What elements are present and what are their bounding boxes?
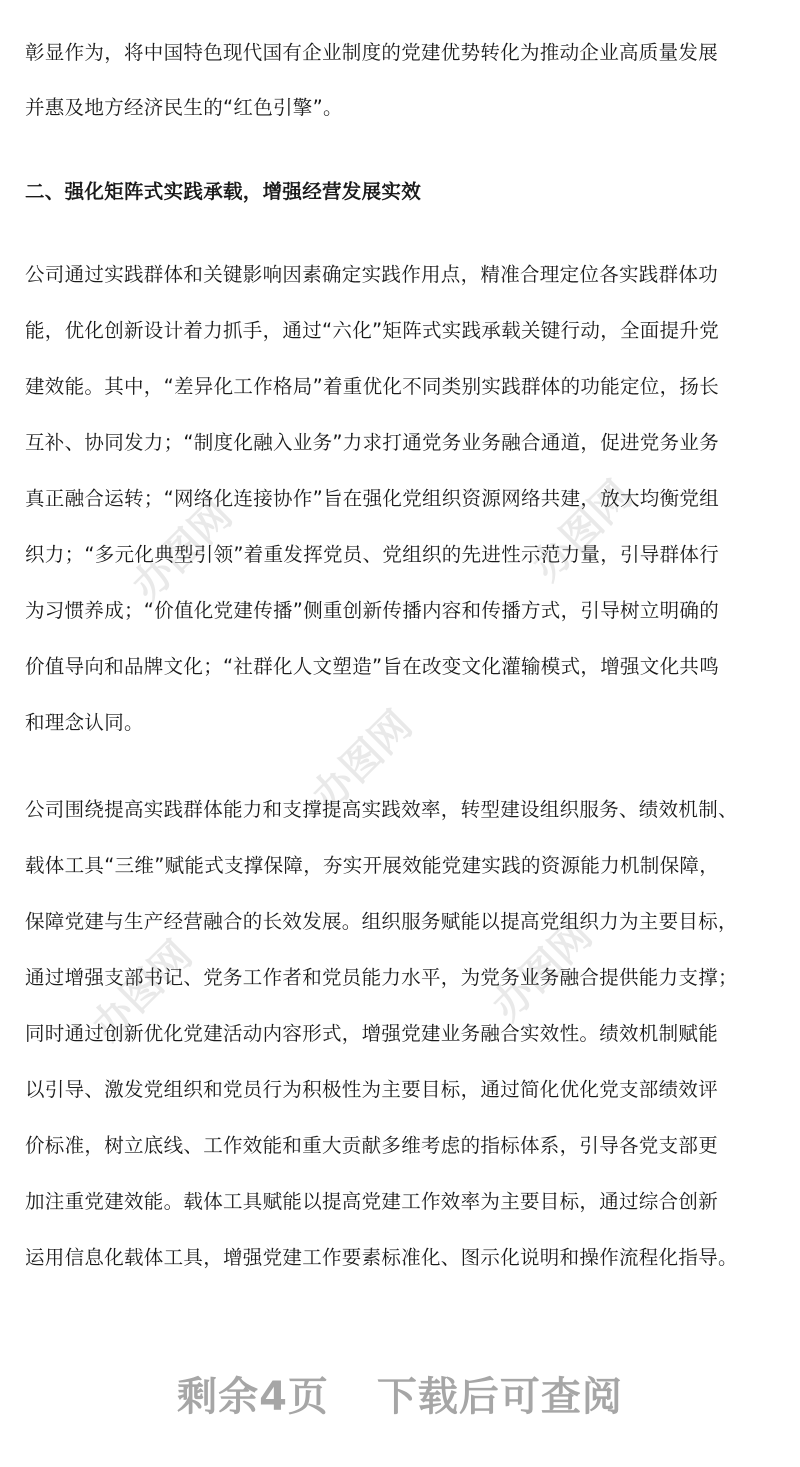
- body-text-line: 价标准，树立底线、工作效能和重大贡献多维考虑的指标体系，引导各党支部更: [25, 1134, 719, 1157]
- body-text-line: 加注重党建效能。载体工具赋能以提高党建工作效率为主要目标，通过综合创新: [25, 1190, 719, 1213]
- download-prompt[interactable]: [0, 1365, 800, 1422]
- body-text-line: 和理念认同。: [25, 711, 144, 734]
- body-text-line: 能，优化创新设计着力抓手，通过“六化”矩阵式实践承载关键行动，全面提升党: [25, 319, 720, 342]
- watermark-3: 办图网: [303, 702, 422, 820]
- body-text-line: 价值导向和品牌文化；“社群化人文塑造”旨在改变文化灌输模式，增强文化共鸣: [25, 655, 720, 678]
- watermark-1: 办图网: [123, 492, 242, 610]
- body-text-line: 并惠及地方经济民生的“红色引擎”。: [25, 96, 343, 119]
- watermark-2: 办图网: [523, 472, 642, 590]
- body-text-line: 真正融合运转；“网络化连接协作”旨在强化党组织资源网络共建，放大均衡党组: [25, 487, 720, 510]
- body-text-line: 公司通过实践群体和关键影响因素确定实践作用点，精准合理定位各实践群体功: [25, 263, 719, 286]
- download-to-view-label[interactable]: 下载后可查阅: [376, 1374, 623, 1420]
- body-text-line: 保障党建与生产经营融合的长效发展。组织服务赋能以提高党组织力为主要目标，: [25, 910, 738, 933]
- body-text-line: 运用信息化载体工具，增强党建工作要素标准化、图示化说明和操作流程化指导。: [25, 1246, 738, 1269]
- section-heading: 二、强化矩阵式实践承载，增强经营发展实效: [25, 180, 422, 203]
- body-text-line: 通过增强支部书记、党务工作者和党员能力水平，为党务业务融合提供能力支撑；: [25, 966, 738, 989]
- body-text-line: 彰显作为，将中国特色现代国有企业制度的党建优势转化为推动企业高质量发展: [25, 41, 719, 64]
- body-text-line: 公司围绕提高实践群体能力和支撑提高实践效率，转型建设组织服务、绩效机制、: [25, 798, 738, 821]
- body-text-line: 载体工具“三维”赋能式支撑保障，夯实开展效能党建实践的资源能力机制保障，: [25, 854, 720, 877]
- body-text-line: 织力；“多元化典型引领”着重发挥党员、党组织的先进性示范力量，引导群体行: [25, 543, 720, 566]
- remaining-pages-label: 剩余4页: [177, 1374, 329, 1420]
- body-text-line: 为习惯养成；“价值化党建传播”侧重创新传播内容和传播方式，引导树立明确的: [25, 599, 720, 622]
- body-text-line: 同时通过创新优化党建活动内容形式，增强党建业务融合实效性。绩效机制赋能: [25, 1022, 719, 1045]
- body-text-line: 建效能。其中，“差异化工作格局”着重优化不同类别实践群体的功能定位，扬长: [25, 375, 720, 398]
- watermark-5: 办图网: [483, 912, 602, 1030]
- watermark-4: 办图网: [83, 932, 202, 1050]
- body-text-line: 以引导、激发党组织和党员行为积极性为主要目标，通过简化优化党支部绩效评: [25, 1078, 719, 1101]
- body-text-line: 互补、协同发力；“制度化融入业务”力求打通党务业务融合通道，促进党务业务: [25, 431, 720, 454]
